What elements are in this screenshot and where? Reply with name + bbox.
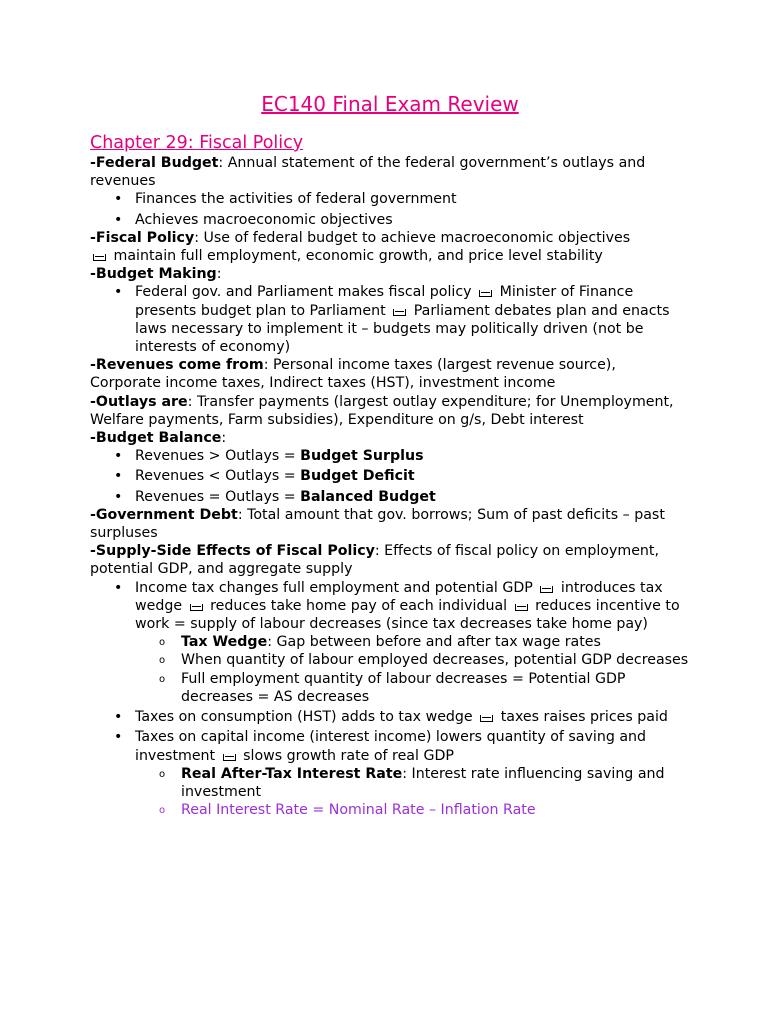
list-item <box>90 670 690 706</box>
outlays-def: : Transfer payments (largest outlay expenditure; for Unemployment, Welfare payments, Farm subsidies), Expenditure on g/s, Debt interest <box>90 393 674 428</box>
budget-balance-term: -Budget Balance <box>90 430 222 447</box>
text-segment: When quantity of labour employed decreases, potential GDP decreases <box>181 652 689 669</box>
gov-debt-def: : Total amount that gov. borrows; Sum of past deficits – past surpluses <box>90 506 665 542</box>
bold-term: Real After-Tax Interest Rate <box>181 765 403 782</box>
bold-term: Tax Wedge <box>181 634 268 651</box>
text-segment: Full employment quantity of labour decreases = Potential GDP decreases = AS decreases <box>181 670 626 705</box>
supply-side-line <box>90 542 690 578</box>
arrow-icon <box>190 604 203 611</box>
list-item <box>90 708 690 726</box>
capital-sublist <box>135 765 690 820</box>
list-item <box>90 801 690 819</box>
list-item: • Achieves macroeconomic objectives <box>90 211 690 229</box>
revenues-term: -Revenues come from <box>90 357 264 374</box>
budget-making-line <box>90 265 690 283</box>
arrow-icon <box>479 290 492 297</box>
federal-budget-line <box>90 154 690 190</box>
revenues-line <box>90 356 690 392</box>
text-segment: Income tax changes full employment and potential GDP <box>135 579 533 596</box>
list-item <box>90 467 690 485</box>
budget-making-term: -Budget Making <box>90 266 217 283</box>
text-segment: Federal gov. and Parliament makes fiscal policy <box>135 284 472 301</box>
arrow-icon <box>480 715 493 722</box>
budget-balance-line <box>90 429 690 447</box>
federal-budget-term: -Federal Budget <box>90 155 219 171</box>
text-segment: Parliament debates plan and enacts laws necessary to implement it – budgets may politically driven (not be interests of economy) <box>135 302 670 356</box>
list-item <box>90 283 690 356</box>
outlays-line <box>90 393 690 429</box>
federal-budget-list <box>90 190 690 228</box>
fiscal-policy-def: : Use of federal budget to achieve macroeconomic objectives <box>194 229 631 246</box>
text-segment: Revenues > Outlays = <box>135 448 301 465</box>
list-item <box>90 488 690 506</box>
list-item: • Finances the activities of federal government <box>90 190 690 208</box>
text-segment: Revenues < Outlays = <box>135 468 301 485</box>
list-item <box>90 765 690 801</box>
fiscal-policy-def2: maintain full employment, economic growth, and price level stability <box>113 248 603 265</box>
document-page <box>90 90 690 819</box>
income-tax-sublist <box>135 633 690 706</box>
formula-text: Real Interest Rate = Nominal Rate – Inflation Rate <box>181 802 536 819</box>
arrow-icon <box>223 754 236 761</box>
colon: : <box>221 430 227 447</box>
list-item <box>90 447 690 465</box>
text-segment: Taxes on consumption (HST) adds to tax wedge <box>135 709 473 726</box>
text-segment: reduces incentive to work = supply of labour decreases (since tax decreases take home pay) <box>135 597 680 633</box>
document-title: EC140 Final Exam Review <box>261 92 519 116</box>
federal-budget-def: : Annual statement of the federal government’s outlays and revenues <box>90 155 646 190</box>
arrow-icon <box>93 254 106 261</box>
bold-term: Budget Surplus <box>300 448 424 465</box>
list-item <box>90 633 690 651</box>
outlays-term: -Outlays are <box>90 393 188 410</box>
text-segment: Revenues = Outlays = <box>135 488 301 505</box>
gov-debt-term: -Government Debt <box>90 506 238 523</box>
bold-term: Balanced Budget <box>300 488 436 505</box>
budget-making-list <box>90 283 690 356</box>
arrow-icon <box>515 604 528 611</box>
chapter-heading: Chapter 29: Fiscal Policy <box>90 133 304 153</box>
colon: : <box>216 266 222 283</box>
text-segment: taxes raises prices paid <box>500 709 668 726</box>
arrow-icon <box>540 586 553 593</box>
list-item <box>90 579 690 706</box>
supply-side-def: : Effects of fiscal policy on employment, potential GDP, and aggregate supply <box>90 543 659 578</box>
supply-side-list <box>90 579 690 820</box>
arrow-icon <box>393 309 406 316</box>
text-segment: reduces take home pay of each individual <box>210 597 508 614</box>
budget-balance-list <box>90 447 690 506</box>
list-item <box>90 728 690 819</box>
bold-term: Budget Deficit <box>300 468 415 485</box>
gov-debt-line <box>90 506 690 542</box>
text-segment: Taxes on capital income (interest income) lowers quantity of saving and investment <box>135 729 647 764</box>
supply-side-term: -Supply-Side Effects of Fiscal Policy <box>90 543 375 560</box>
fiscal-policy-term: -Fiscal Policy <box>90 229 195 246</box>
list-item <box>90 651 690 669</box>
text-segment: introduces tax wedge <box>135 579 663 614</box>
text-segment: : Gap between before and after tax wage rates <box>267 634 601 651</box>
fiscal-policy-line <box>90 229 690 265</box>
revenues-def: : Personal income taxes (largest revenue source), Corporate income taxes, Indirect taxes (HST), investment income <box>90 357 616 392</box>
text-segment: slows growth rate of real GDP <box>243 747 454 764</box>
text-segment: Minister of Finance presents budget plan to Parliament <box>135 284 634 319</box>
text-segment: : Interest rate influencing saving and investment <box>181 765 665 800</box>
